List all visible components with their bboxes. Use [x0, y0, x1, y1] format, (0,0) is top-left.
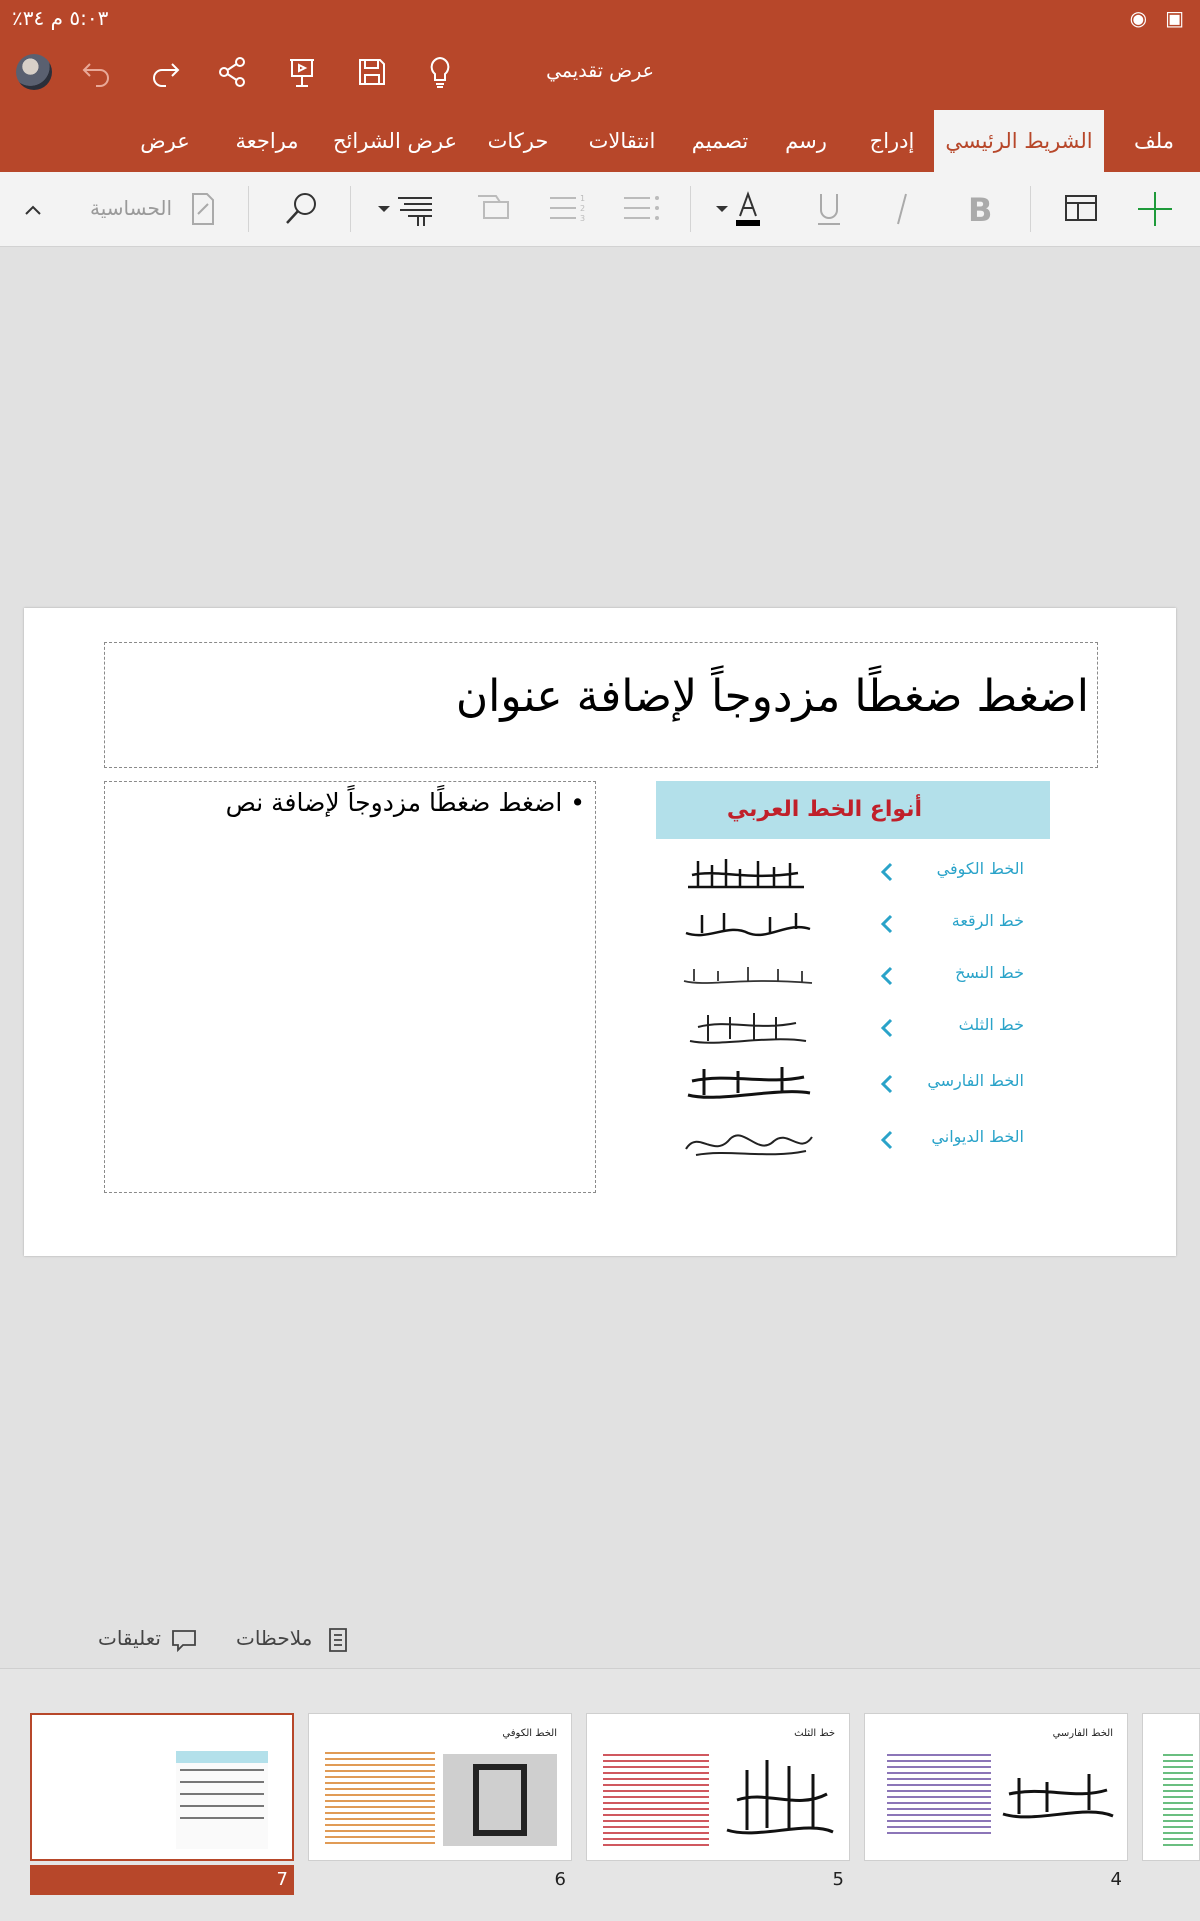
- status-bar: [0, 0, 1200, 36]
- comment-icon[interactable]: [170, 1626, 198, 1654]
- calligraphy-sample-image: [678, 903, 818, 947]
- slide[interactable]: [24, 608, 1176, 1256]
- notes-comments-bar: [0, 1610, 1200, 1668]
- slide-number: 6: [554, 1869, 566, 1890]
- text-box-icon[interactable]: [470, 186, 516, 232]
- calligraphy-sample-image: [678, 851, 818, 895]
- svg-text:B: B: [968, 191, 993, 229]
- slide-thumbnail-4[interactable]: [864, 1713, 1128, 1861]
- chevron-left-icon: [872, 1125, 902, 1155]
- notes-icon[interactable]: [324, 1626, 352, 1654]
- title-placeholder-text: اضغط ضغطًا مزدوجاً لإضافة عنوان: [455, 671, 1089, 722]
- chevron-left-icon: [872, 909, 902, 939]
- calligraphy-sample-image: [678, 1063, 818, 1107]
- chevron-left-icon: [872, 1069, 902, 1099]
- thumbnail-title: الخط الفارسي: [1052, 1728, 1113, 1739]
- tab-insert[interactable]: إدراج: [869, 129, 915, 153]
- gallery-icon: ▣: [1165, 6, 1184, 30]
- status-time-battery: ٥:٠٣ م ٣٤٪: [12, 6, 109, 30]
- tab-design[interactable]: تصميم: [691, 129, 749, 153]
- present-icon[interactable]: [282, 52, 322, 92]
- thumbnail-image: [995, 1764, 1119, 1834]
- list-item: خط الرقعة: [656, 899, 1050, 951]
- font-color-icon[interactable]: [712, 186, 776, 232]
- sensitivity-label[interactable]: الحساسية: [90, 196, 173, 220]
- calligraphy-sample-image: [678, 1007, 818, 1051]
- slide-number: 5: [832, 1869, 844, 1890]
- chevron-left-icon: [872, 961, 902, 991]
- slide-number: 7: [276, 1869, 288, 1890]
- document-title[interactable]: عرض تقديمي: [546, 60, 654, 82]
- slide-thumbnail-strip: [0, 1668, 1200, 1921]
- ribbon-tabs: [0, 110, 1200, 172]
- tab-home[interactable]: الشريط الرئيسي: [934, 110, 1104, 172]
- calligraphy-types-image[interactable]: [656, 781, 1050, 1193]
- body-placeholder[interactable]: [104, 781, 596, 1193]
- thumbnail-image: [443, 1754, 557, 1846]
- thumbnail-text-block: [325, 1752, 435, 1848]
- body-placeholder-text: اضغط ضغطًا مزدوجاً لإضافة نص: [225, 788, 563, 817]
- sensitivity-icon[interactable]: [180, 186, 226, 232]
- new-slide-icon[interactable]: [1132, 186, 1178, 232]
- tab-draw[interactable]: رسم: [785, 129, 827, 153]
- slide-thumbnail-partial[interactable]: [1142, 1713, 1200, 1861]
- tab-animations[interactable]: حركات: [487, 129, 549, 153]
- undo-icon[interactable]: [76, 52, 116, 92]
- sync-icon: ◉: [1129, 6, 1148, 30]
- slide-number: 4: [1110, 1869, 1122, 1890]
- picture-header: [656, 781, 1050, 839]
- tab-slideshow[interactable]: عرض الشرائح: [333, 129, 457, 153]
- lightbulb-icon[interactable]: [420, 52, 460, 92]
- calligraphy-sample-image: [678, 1119, 818, 1163]
- tab-file[interactable]: ملف: [1134, 129, 1174, 153]
- redo-icon[interactable]: [146, 52, 186, 92]
- underline-icon[interactable]: [806, 186, 852, 232]
- thumbnail-title: الخط الكوفي: [502, 1728, 557, 1739]
- ribbon-toolbar: [0, 172, 1200, 247]
- picture-title: أنواع الخط العربي: [726, 797, 922, 822]
- layout-icon[interactable]: [1058, 186, 1104, 232]
- slide-thumbnail-7[interactable]: [30, 1713, 294, 1861]
- comments-button[interactable]: تعليقات: [98, 1626, 161, 1650]
- svg-text:3: 3: [580, 214, 586, 223]
- tab-view[interactable]: عرض: [140, 129, 190, 153]
- tab-transitions[interactable]: انتقالات: [588, 129, 656, 153]
- chevron-left-icon: [872, 857, 902, 887]
- avatar[interactable]: [16, 54, 52, 90]
- chevron-left-icon: [872, 1013, 902, 1043]
- save-icon[interactable]: [352, 52, 392, 92]
- slide-thumbnail-5[interactable]: [586, 1713, 850, 1861]
- italic-icon[interactable]: [880, 186, 926, 232]
- paragraph-direction-icon[interactable]: [374, 186, 438, 232]
- tab-review[interactable]: مراجعة: [235, 129, 299, 153]
- calligraphy-sample-image: [678, 955, 818, 999]
- list-item: خط الثلث: [656, 1003, 1050, 1055]
- list-item: الخط الكوفي: [656, 847, 1050, 899]
- title-placeholder[interactable]: [104, 642, 1098, 768]
- bold-icon[interactable]: [956, 186, 1002, 232]
- thumbnail-title: خط الثلث: [794, 1728, 835, 1739]
- thumbnail-image: [176, 1751, 268, 1849]
- share-icon[interactable]: [212, 52, 252, 92]
- slide-thumbnail-6[interactable]: [308, 1713, 572, 1861]
- collapse-ribbon-icon[interactable]: [10, 186, 56, 232]
- thumbnail-image: [717, 1750, 841, 1850]
- app-bar: [0, 36, 1200, 110]
- list-item: الخط الفارسي: [656, 1059, 1050, 1111]
- svg-text:1: 1: [580, 194, 586, 203]
- svg-text:2: 2: [580, 204, 586, 213]
- thumbnail-text-block: [603, 1754, 709, 1846]
- bullet: •: [562, 788, 585, 817]
- thumbnail-text-block: [887, 1754, 991, 1834]
- search-icon[interactable]: [278, 186, 324, 232]
- list-item: الخط الديواني: [656, 1115, 1050, 1167]
- numbered-list-icon[interactable]: [544, 186, 590, 232]
- bullet-list-icon[interactable]: [618, 186, 664, 232]
- list-item: خط النسخ: [656, 951, 1050, 1003]
- notes-button[interactable]: ملاحظات: [236, 1626, 313, 1650]
